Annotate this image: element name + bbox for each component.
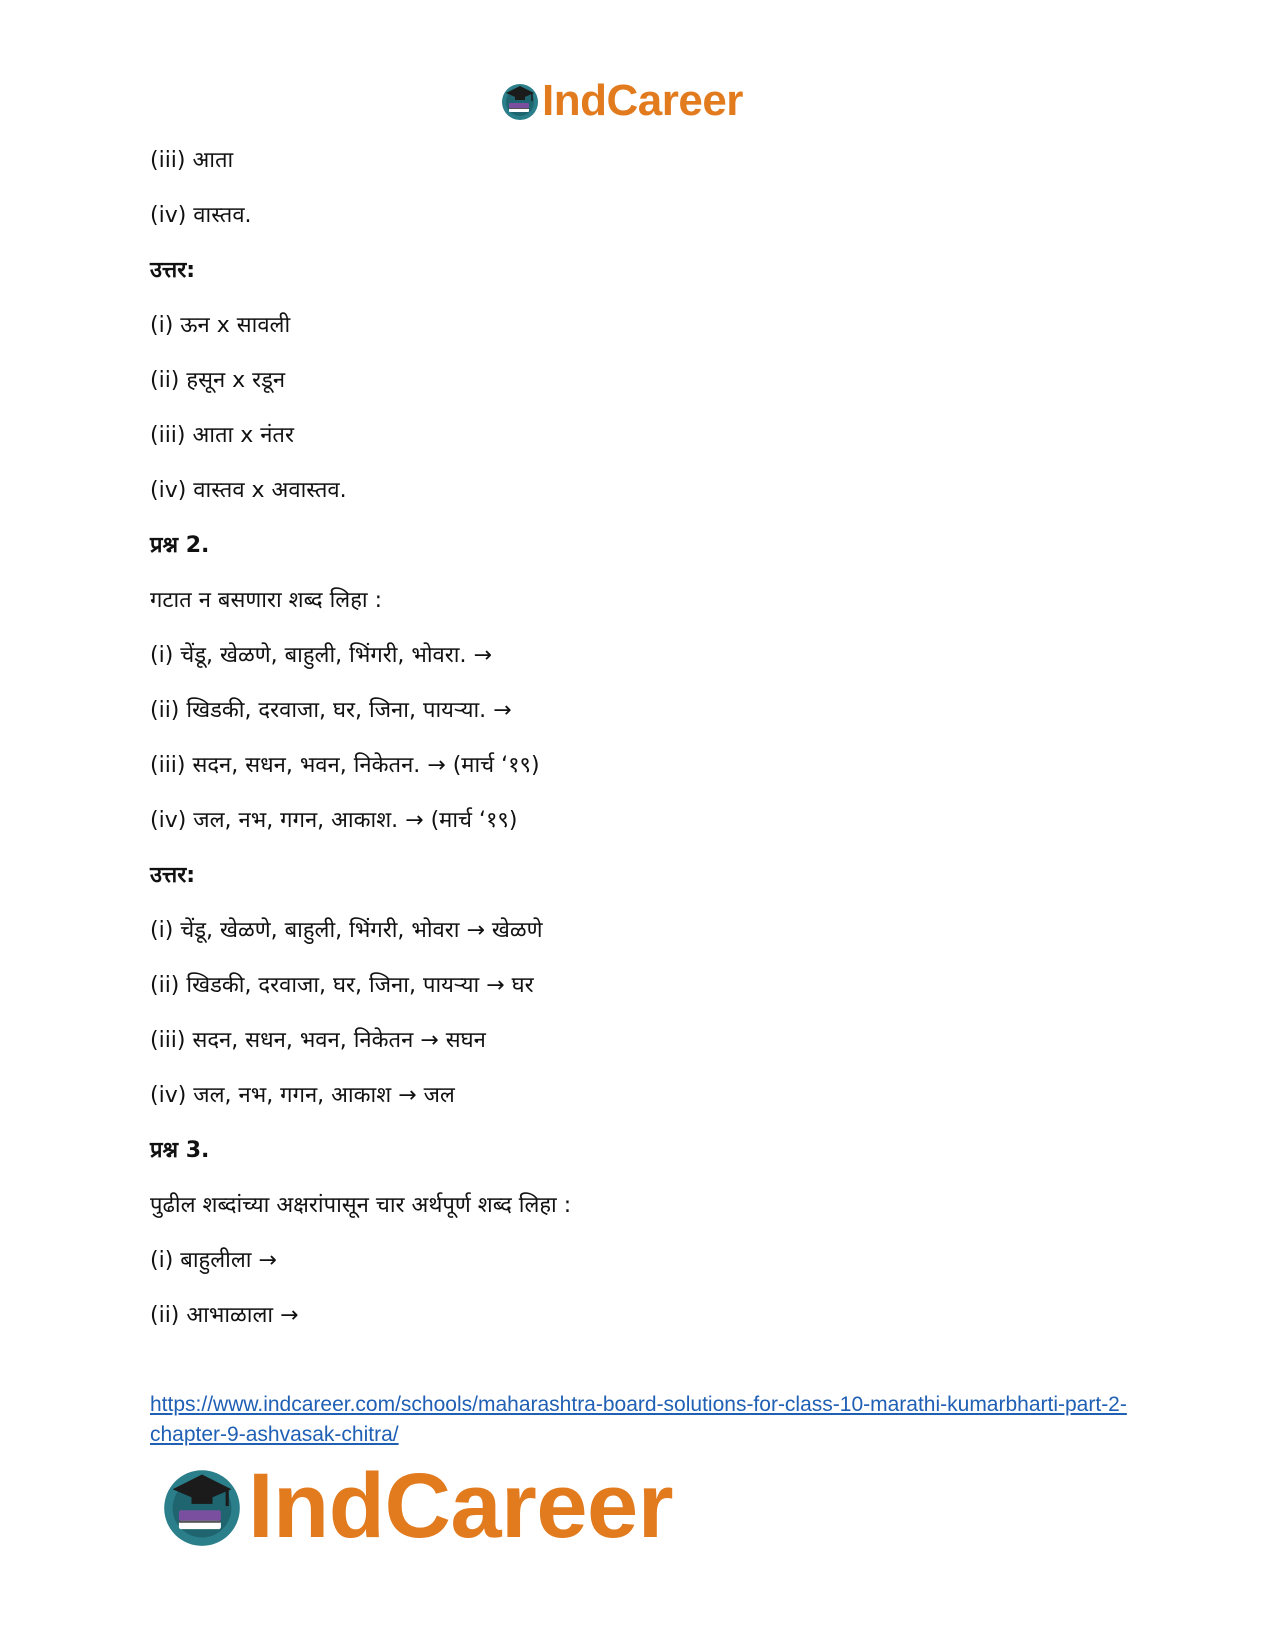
header-logo	[500, 78, 743, 124]
text-line: (iv) वास्तव.	[150, 203, 252, 228]
question-prompt: पुढील शब्दांच्या अक्षरांपासून चार अर्थपूर्ण शब्द लिहा :	[150, 1193, 572, 1218]
text-line: (iv) वास्तव x अवास्तव.	[150, 478, 347, 503]
text-line: (iii) आता	[150, 148, 234, 173]
text-line: (ii) हसून x रडून	[150, 368, 286, 393]
text-line: (i) ऊन x सावली	[150, 313, 291, 338]
answer-heading: उत्तर:	[150, 258, 196, 283]
text-line: (i) चेंडू, खेळणे, बाहुली, भिंगरी, भोवरा → खेळणे	[150, 918, 543, 943]
question-heading: प्रश्न 2.	[150, 533, 210, 558]
text-line: (i) बाहुलीला →	[150, 1248, 277, 1273]
text-line: (iv) जल, नभ, गगन, आकाश. → (मार्च ‘१९)	[150, 808, 518, 833]
graduation-cap-books-icon	[160, 1464, 244, 1548]
text-line: (ii) आभाळाला →	[150, 1303, 299, 1328]
question-heading: प्रश्न 3.	[150, 1138, 210, 1163]
text-line: (i) चेंडू, खेळणे, बाहुली, भिंगरी, भोवरा. →	[150, 643, 492, 668]
logo-wordmark: IndCareer	[542, 76, 743, 125]
text-line: (iii) सदन, सधन, भवन, निकेतन. → (मार्च ‘१९)	[150, 753, 540, 778]
document-body	[150, 147, 1150, 1357]
logo-wordmark: IndCareer	[248, 1455, 673, 1557]
text-line: (ii) खिडकी, दरवाजा, घर, जिना, पायऱ्या. →	[150, 698, 512, 723]
text-line: (ii) खिडकी, दरवाजा, घर, जिना, पायऱ्या → घर	[150, 973, 534, 998]
answer-heading: उत्तर:	[150, 863, 196, 888]
text-line: (iii) सदन, सधन, भवन, निकेतन → सघन	[150, 1028, 486, 1053]
source-url-link[interactable]: https://www.indcareer.com/schools/maharashtra-board-solutions-for-class-10-marathi-kumarbharti-part-2-chapter-9-ashvasak-chitra/	[150, 1393, 1127, 1446]
footer-logo	[160, 1455, 673, 1557]
graduation-cap-books-icon	[500, 81, 540, 121]
text-line: (iii) आता x नंतर	[150, 423, 294, 448]
text-line: (iv) जल, नभ, गगन, आकाश → जल	[150, 1083, 455, 1108]
question-prompt: गटात न बसणारा शब्द लिहा :	[150, 588, 382, 613]
